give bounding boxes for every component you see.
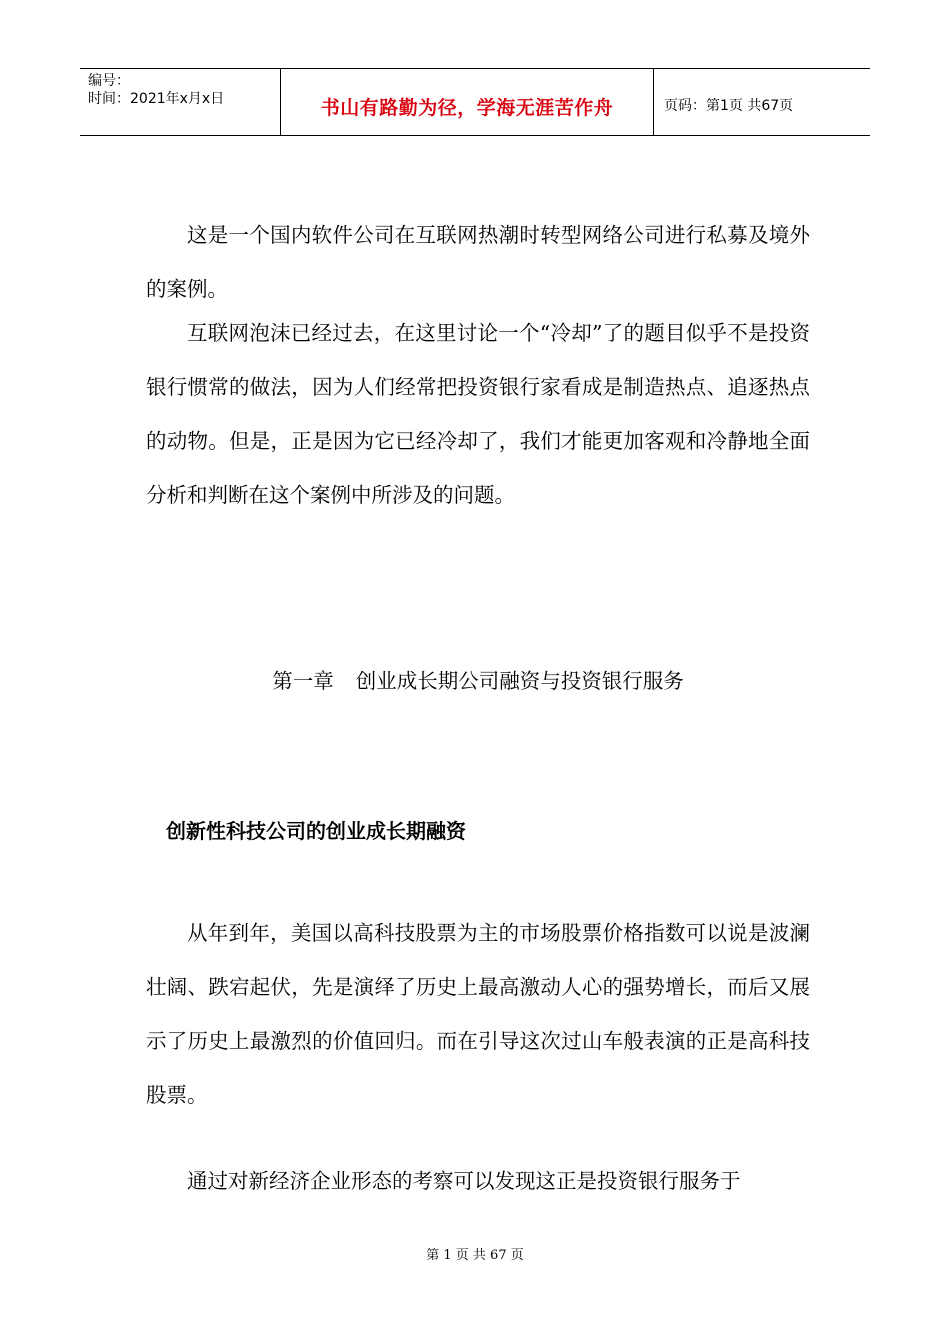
document-number-label: 编号： [88,73,130,89]
header-page-info: 页码：第1页 共67页 [664,98,794,114]
paragraph-market: 从年到年，美国以高科技股票为主的市场股票价格指数可以说是波澜壮阔、跌宕起伏，先是演绎了历史上最高激动人心的强势增长，而后又展示了历史上最激烈的价值回归。而在引导这次过山车般表演的正是高科技股票。 [146,921,810,1107]
section-heading: 创新性科技公司的创业成长期融资 [166,819,466,843]
header-motto: 书山有路勤为径，学海无涯苦作舟 [281,69,654,135]
header-meta [80,69,281,135]
paragraph-intro: 这是一个国内软件公司在互联网热潮时转型网络公司进行私募及境外的案例。 [146,223,810,301]
page-header [80,68,870,136]
chapter-number: 第一章 [272,669,334,693]
paragraph-context: 互联网泡沫已经过去，在这里讨论一个“冷却”了的题目似乎不是投资银行惯常的做法，因为人们经常把投资银行家看成是制造热点、追逐热点的动物。但是，正是因为它已经冷却了，我们才能更加客观和冷静地全面分析和判断在这个案例中所涉及的问题。 [146,321,810,507]
chapter-title: 创业成长期公司融资与投资银行服务 [355,669,684,693]
chapter-heading [146,664,810,698]
document-time-label: 时间：2021年x月x日 [88,91,225,107]
page-footer: 第 1 页 共 67 页 [426,1248,524,1263]
paragraph-new-economy: 通过对新经济企业形态的考察可以发现这正是投资银行服务于 [187,1169,741,1193]
